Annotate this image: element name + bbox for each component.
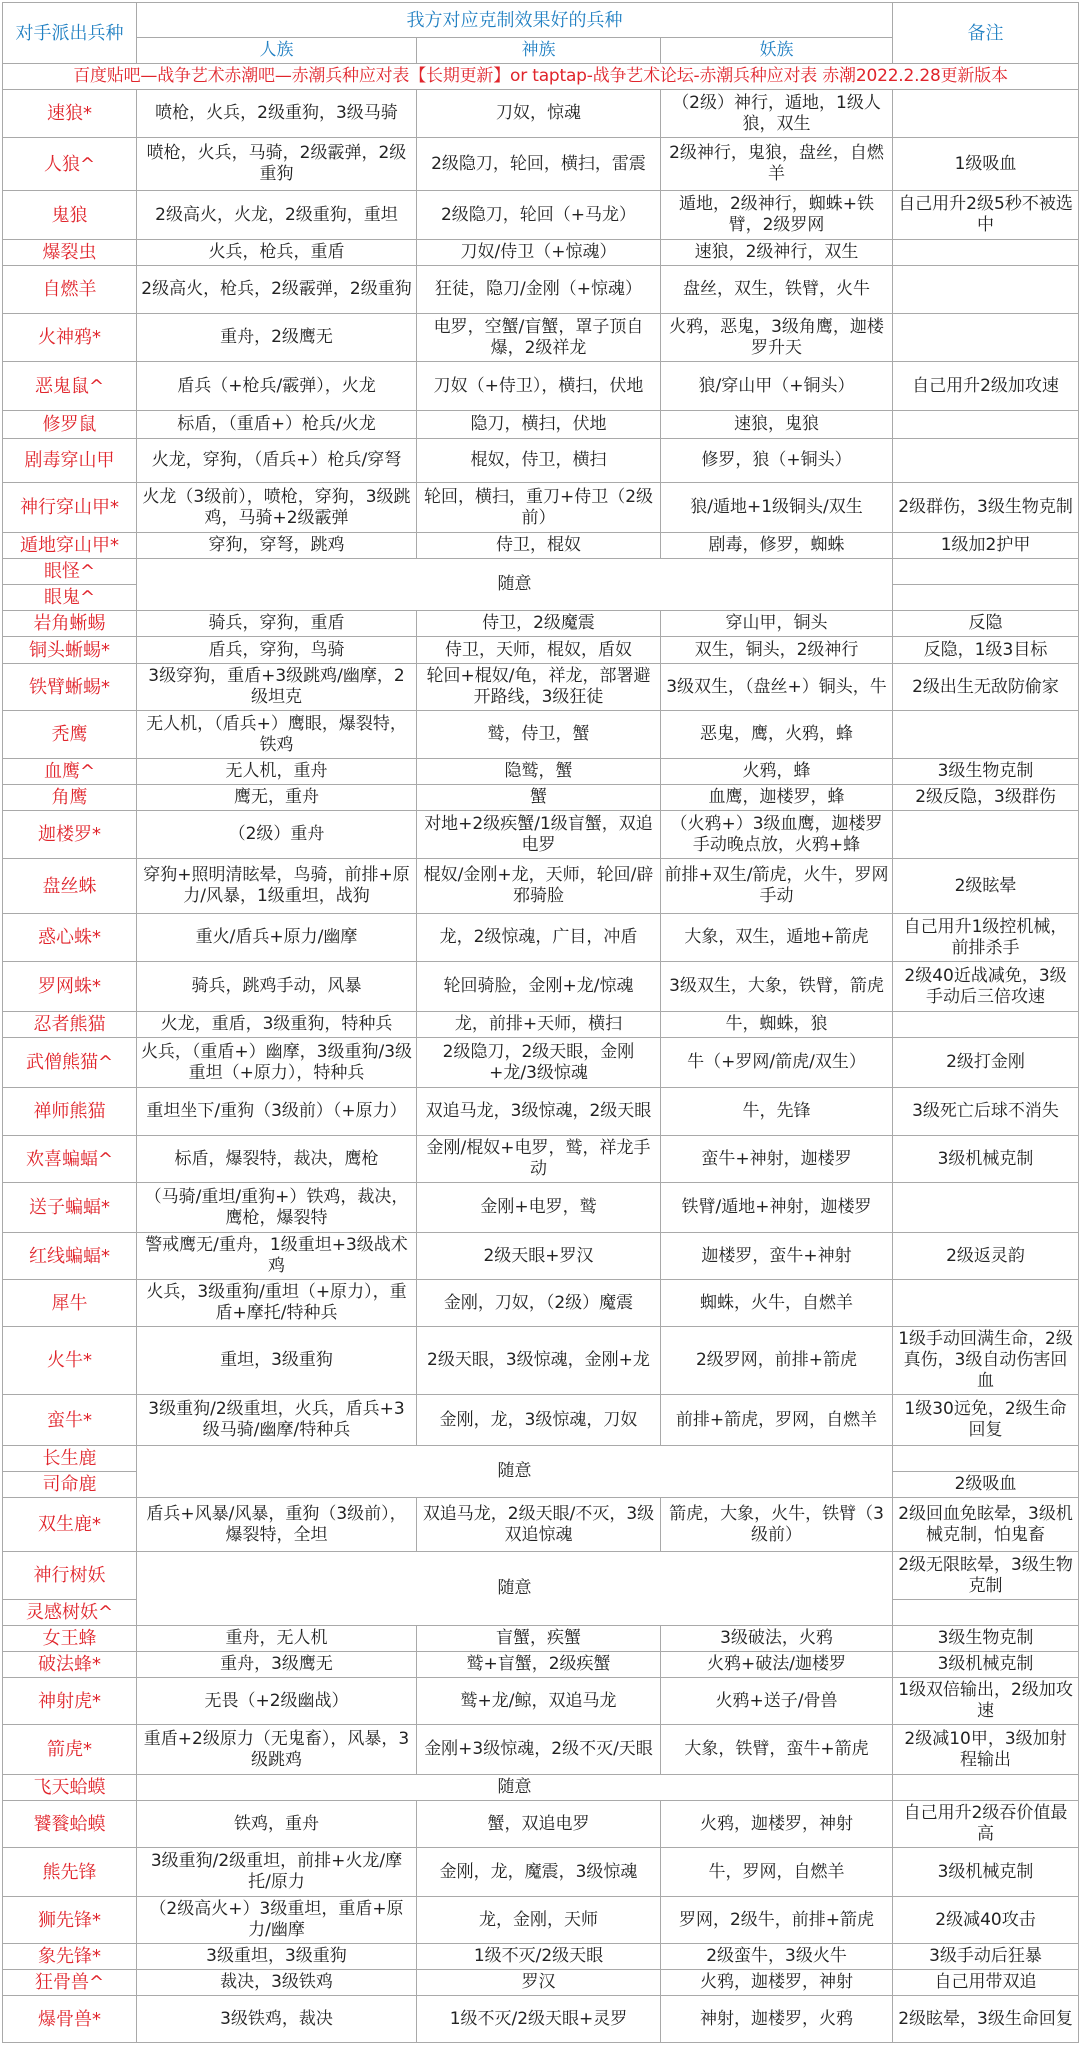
note-cell: 2级反隐，3级群伤 [893, 785, 1079, 811]
counter-god: 刀奴，惊魂 [417, 90, 661, 138]
counter-demon: （2级）神行，遁地，1级人狼，双生 [661, 90, 893, 138]
note-cell: 1级30远免，2级生命回复 [893, 1395, 1079, 1446]
table-row [3, 1848, 1079, 1897]
counter-demon: 蛮牛+神射，迦楼罗 [661, 1136, 893, 1183]
unit-name: 武僧熊猫^ [3, 1038, 137, 1088]
counter-god: 双追马龙，3级惊魂，2级天眼 [417, 1088, 661, 1136]
counter-demon: 神射，迦楼罗，火鸦 [661, 1996, 893, 2043]
unit-name: 鬼狼 [3, 191, 137, 240]
note-cell [893, 1183, 1079, 1233]
counter-god: 1级不灭/2级天眼+灵罗 [417, 1996, 661, 2043]
table-row [3, 1038, 1079, 1088]
counter-god: 龙，2级惊魂，广目，冲盾 [417, 914, 661, 962]
counter-demon: 穿山甲，铜头 [661, 611, 893, 637]
counter-human: 盾兵，穿狗，鸟骑 [137, 637, 417, 664]
counter-human: 2级高火，枪兵，2级霰弹，2级重狗 [137, 266, 417, 314]
counter-god: 金刚，龙，魔震，3级惊魂 [417, 1848, 661, 1897]
counter-god: 龙，前排+天师，横扫 [417, 1012, 661, 1038]
note-cell: 3级机械克制 [893, 1652, 1079, 1678]
unit-name: 火神鸦* [3, 314, 137, 362]
unit-name: 神射虎* [3, 1678, 137, 1725]
counter-table [2, 2, 1079, 2043]
note-cell [893, 1012, 1079, 1038]
table-row [3, 711, 1079, 759]
table-row [3, 559, 1079, 585]
table-row [3, 1996, 1079, 2043]
counter-human: （2级）重舟 [137, 811, 417, 859]
counter-god: 侍卫，天师，棍奴，盾奴 [417, 637, 661, 664]
counter-any: 随意 [137, 1775, 893, 1801]
table-row [3, 1088, 1079, 1136]
table-row [3, 1897, 1079, 1944]
counter-demon: 前排+双生/箭虎，火牛，罗网手动 [661, 859, 893, 914]
unit-name: 爆骨兽* [3, 1996, 137, 2043]
table-row [3, 1395, 1079, 1446]
counter-demon: 牛，先锋 [661, 1088, 893, 1136]
counter-human: 标盾，爆裂特，裁决，鹰枪 [137, 1136, 417, 1183]
note-cell: 反隐 [893, 611, 1079, 637]
header-god: 神族 [417, 38, 661, 64]
table-row [3, 1678, 1079, 1725]
unit-name: 飞天蛤蟆 [3, 1775, 137, 1801]
counter-god: 龙，金刚，天师 [417, 1897, 661, 1944]
header-note: 备注 [893, 3, 1079, 64]
unit-name: 长生鹿 [3, 1446, 137, 1472]
counter-demon: 恶鬼，鹰，火鸦，蜂 [661, 711, 893, 759]
counter-demon: 大象，铁臂，蛮牛+箭虎 [661, 1725, 893, 1775]
counter-human: 重火/盾兵+原力/幽摩 [137, 914, 417, 962]
unit-name: 修罗鼠 [3, 411, 137, 439]
counter-god: 蟹，双追电罗 [417, 1801, 661, 1848]
counter-human: 穿狗，穿弩，跳鸡 [137, 533, 417, 559]
counter-human: 鹰无，重舟 [137, 785, 417, 811]
counter-human: 重舟，2级鹰无 [137, 314, 417, 362]
counter-demon: 前排+箭虎，罗网，自燃羊 [661, 1395, 893, 1446]
counter-human: 3级穿狗，重盾+3级跳鸡/幽摩，2级坦克 [137, 664, 417, 711]
table-row [3, 362, 1079, 411]
unit-name: 遁地穿山甲* [3, 533, 137, 559]
table-row [3, 314, 1079, 362]
counter-demon: 火鸦，恶鬼，3级角鹰，迦楼罗升天 [661, 314, 893, 362]
table-row [3, 1801, 1079, 1848]
unit-name: 人狼^ [3, 138, 137, 191]
counter-human: 2级高火，火龙，2级重狗，重坦 [137, 191, 417, 240]
counter-god: 狂徒，隐刀/金刚（+惊魂） [417, 266, 661, 314]
counter-human: 穿狗+照明清眩晕，鸟骑，前排+原力/风暴，1级重坦，战狗 [137, 859, 417, 914]
unit-name: 象先锋* [3, 1944, 137, 1970]
unit-name: 速狼* [3, 90, 137, 138]
counter-god: 侍卫，2级魔震 [417, 611, 661, 637]
counter-demon: （火鸦+）3级血鹰，迦楼罗手动晚点放，火鸦+蜂 [661, 811, 893, 859]
header-counter-group: 我方对应克制效果好的兵种 [137, 3, 893, 38]
counter-god: 刀奴/侍卫（+惊魂） [417, 240, 661, 266]
unit-name: 饕餮蛤蟆 [3, 1801, 137, 1848]
counter-human: 铁鸡，重舟 [137, 1801, 417, 1848]
counter-demon: 火鸦+破法/迦楼罗 [661, 1652, 893, 1678]
table-row [3, 1626, 1079, 1652]
unit-name: 狂骨兽^ [3, 1970, 137, 1996]
note-cell [893, 314, 1079, 362]
counter-human: 无人机，（盾兵+）鹰眼，爆裂特，铁鸡 [137, 711, 417, 759]
note-cell: 2级眩晕 [893, 859, 1079, 914]
counter-human: 3级重狗/2级重坦，火兵，盾兵+3级马骑/幽摩/特种兵 [137, 1395, 417, 1446]
table-row [3, 266, 1079, 314]
unit-name: 角鹰 [3, 785, 137, 811]
note-cell: 2级40近战减免，3级手动后三倍攻速 [893, 962, 1079, 1012]
counter-god: 侍卫，棍奴 [417, 533, 661, 559]
unit-name: 秃鹰 [3, 711, 137, 759]
table-row [3, 1498, 1079, 1552]
table-row [3, 637, 1079, 664]
unit-name: 铜头蜥蜴* [3, 637, 137, 664]
unit-name: 忍者熊猫 [3, 1012, 137, 1038]
counter-demon: 速狼，2级神行，双生 [661, 240, 893, 266]
counter-god: 1级不灭/2级天眼 [417, 1944, 661, 1970]
note-cell [893, 90, 1079, 138]
counter-human: 重坦坐下/重狗（3级前）（+原力） [137, 1088, 417, 1136]
counter-god: 金刚，龙，3级惊魂，刀奴 [417, 1395, 661, 1446]
unit-name: 熊先锋 [3, 1848, 137, 1897]
counter-god: 双追马龙，2级天眼/不灭，3级双追惊魂 [417, 1498, 661, 1552]
table-row [3, 1725, 1079, 1775]
note-cell: 2级打金刚 [893, 1038, 1079, 1088]
counter-demon: 狼/遁地+1级铜头/双生 [661, 483, 893, 533]
counter-god: 2级隐刀，2级天眼，金刚+龙/3级惊魂 [417, 1038, 661, 1088]
note-cell [893, 1775, 1079, 1801]
note-cell: 3级手动后狂暴 [893, 1944, 1079, 1970]
unit-name: 罗网蛛* [3, 962, 137, 1012]
counter-demon: 箭虎，大象，火牛，铁臂（3级前） [661, 1498, 893, 1552]
note-cell: 3级生物克制 [893, 759, 1079, 785]
unit-name: 惑心蛛* [3, 914, 137, 962]
note-cell: 2级返灵韵 [893, 1233, 1079, 1280]
unit-name: 犀牛 [3, 1280, 137, 1327]
counter-human: 火龙，穿狗，（盾兵+）枪兵/穿弩 [137, 439, 417, 483]
source-note: 百度贴吧—战争艺术赤潮吧—赤潮兵种应对表【长期更新】or taptap-战争艺术论坛-赤潮兵种应对表 赤潮2022.2.28更新版本 [3, 64, 1079, 90]
note-cell: 自己用升2级吞价值最高 [893, 1801, 1079, 1848]
note-cell: 2级吸血 [893, 1472, 1079, 1498]
counter-demon: 遁地，2级神行，蜘蛛+铁臂，2级罗网 [661, 191, 893, 240]
table-row [3, 785, 1079, 811]
counter-god: 2级天眼+罗汉 [417, 1233, 661, 1280]
table-row [3, 1446, 1079, 1472]
note-cell: 2级群伤，3级生物克制 [893, 483, 1079, 533]
table-row [3, 1970, 1079, 1996]
counter-god: 罗汉 [417, 1970, 661, 1996]
counter-god: 金刚/棍奴+电罗，鹫，祥龙手动 [417, 1136, 661, 1183]
note-cell: 自己用升1级控机械，前排杀手 [893, 914, 1079, 962]
counter-demon: 2级蛮牛，3级火牛 [661, 1944, 893, 1970]
counter-human: 火兵，枪兵，重盾 [137, 240, 417, 266]
unit-name: 红线蝙蝠* [3, 1233, 137, 1280]
counter-human: 火龙（3级前），喷枪，穿狗，3级跳鸡，马骑+2级霰弹 [137, 483, 417, 533]
counter-god: 金刚，刀奴，（2级）魔震 [417, 1280, 661, 1327]
note-cell [893, 1446, 1079, 1472]
unit-name: 盘丝蛛 [3, 859, 137, 914]
counter-human: 火兵，3级重狗/重坦（+原力），重盾+摩托/特种兵 [137, 1280, 417, 1327]
note-cell: 2级减40攻击 [893, 1897, 1079, 1944]
counter-god: 2级天眼，3级惊魂，金刚+龙 [417, 1327, 661, 1395]
counter-god: 盲蟹，疾蟹 [417, 1626, 661, 1652]
counter-human: （马骑/重坦/重狗+）铁鸡，裁决，鹰枪，爆裂特 [137, 1183, 417, 1233]
counter-demon: 2级神行，鬼狼，盘丝，自燃羊 [661, 138, 893, 191]
unit-name: 岩角蜥蜴 [3, 611, 137, 637]
counter-demon: 狼/穿山甲（+铜头） [661, 362, 893, 411]
table-row [3, 191, 1079, 240]
counter-demon: 3级双生，（盘丝+）铜头，牛 [661, 664, 893, 711]
note-cell [893, 411, 1079, 439]
unit-name: 女王蜂 [3, 1626, 137, 1652]
counter-demon: 迦楼罗，蛮牛+神射 [661, 1233, 893, 1280]
counter-demon: 蜘蛛，火牛，自燃羊 [661, 1280, 893, 1327]
counter-demon: 2级罗网，前排+箭虎 [661, 1327, 893, 1395]
table-row [3, 1280, 1079, 1327]
counter-human: 重坦，3级重狗 [137, 1327, 417, 1395]
unit-name: 灵感树妖^ [3, 1600, 137, 1626]
note-cell: 反隐，1级3目标 [893, 637, 1079, 664]
note-cell: 2级眩晕，3级生命回复 [893, 1996, 1079, 2043]
table-row [3, 811, 1079, 859]
unit-name: 狮先锋* [3, 1897, 137, 1944]
unit-name: 箭虎* [3, 1725, 137, 1775]
counter-human: （2级高火+）3级重坦，重盾+原力/幽摩 [137, 1897, 417, 1944]
note-cell [893, 1600, 1079, 1626]
counter-human: 火兵，（重盾+）幽摩，3级重狗/3级重坦（+原力），特种兵 [137, 1038, 417, 1088]
note-cell: 3级机械克制 [893, 1136, 1079, 1183]
counter-human: 无畏（+2级幽战） [137, 1678, 417, 1725]
unit-name: 铁臂蜥蜴* [3, 664, 137, 711]
header-human: 人族 [137, 38, 417, 64]
counter-god: 电罗，空蟹/盲蟹，罩子顶自爆，2级祥龙 [417, 314, 661, 362]
counter-god: 鹫+龙/鲸，双追马龙 [417, 1678, 661, 1725]
note-cell [893, 585, 1079, 611]
counter-demon: 火鸦，迦楼罗，神射 [661, 1801, 893, 1848]
table-row [3, 90, 1079, 138]
counter-god: 隐刀，横扫，伏地 [417, 411, 661, 439]
note-cell: 3级死亡后球不消失 [893, 1088, 1079, 1136]
counter-god: 棍奴，侍卫，横扫 [417, 439, 661, 483]
note-cell: 3级机械克制 [893, 1848, 1079, 1897]
counter-human: 警戒鹰无/重舟，1级重坦+3级战术鸡 [137, 1233, 417, 1280]
counter-human: 无人机，重舟 [137, 759, 417, 785]
unit-name: 禅师熊猫 [3, 1088, 137, 1136]
table-row [3, 1775, 1079, 1801]
counter-human: 标盾，（重盾+）枪兵/火龙 [137, 411, 417, 439]
counter-human: 重舟，无人机 [137, 1626, 417, 1652]
counter-god: 2级隐刀，轮回（+马龙） [417, 191, 661, 240]
counter-god: 棍奴/金刚+龙，天师，轮回/辟邪骑脸 [417, 859, 661, 914]
unit-name: 眼鬼^ [3, 585, 137, 611]
table-row [3, 240, 1079, 266]
counter-god: 鹫，侍卫，蟹 [417, 711, 661, 759]
counter-god: 2级隐刀，轮回，横扫，雷震 [417, 138, 661, 191]
counter-human: 盾兵+风暴/风暴，重狗（3级前），爆裂特，全坦 [137, 1498, 417, 1552]
unit-name: 眼怪^ [3, 559, 137, 585]
table-row [3, 1944, 1079, 1970]
note-cell: 1级双倍输出，2级加攻速 [893, 1678, 1079, 1725]
counter-demon: 火鸦，蜂 [661, 759, 893, 785]
note-cell [893, 559, 1079, 585]
counter-any: 随意 [137, 1552, 893, 1626]
counter-demon: 3级破法，火鸦 [661, 1626, 893, 1652]
table-row [3, 759, 1079, 785]
unit-name: 送子蝙蝠* [3, 1183, 137, 1233]
unit-name: 火牛* [3, 1327, 137, 1395]
counter-demon: 牛，蜘蛛，狼 [661, 1012, 893, 1038]
counter-human: 火龙，重盾，3级重狗，特种兵 [137, 1012, 417, 1038]
counter-human: 3级铁鸡，裁决 [137, 1996, 417, 2043]
header-demon: 妖族 [661, 38, 893, 64]
table-row [3, 1012, 1079, 1038]
counter-human: 喷枪，火兵，2级重狗，3级马骑 [137, 90, 417, 138]
table-row [3, 439, 1079, 483]
counter-demon: 3级双生，大象，铁臂，箭虎 [661, 962, 893, 1012]
counter-demon: 修罗，狼（+铜头） [661, 439, 893, 483]
counter-god: 刀奴（+侍卫），横扫，伏地 [417, 362, 661, 411]
counter-human: 重舟，3级鹰无 [137, 1652, 417, 1678]
counter-human: 重盾+2级原力（无鬼畜），风暴，3级跳鸡 [137, 1725, 417, 1775]
counter-demon: 罗网，2级牛，前排+箭虎 [661, 1897, 893, 1944]
note-cell: 1级加2护甲 [893, 533, 1079, 559]
unit-name: 爆裂虫 [3, 240, 137, 266]
note-cell [893, 439, 1079, 483]
counter-demon: 双生，铜头，2级神行 [661, 637, 893, 664]
table-row [3, 1136, 1079, 1183]
unit-name: 神行穿山甲* [3, 483, 137, 533]
counter-demon: 盘丝，双生，铁臂，火牛 [661, 266, 893, 314]
counter-god: 金刚+电罗，鹫 [417, 1183, 661, 1233]
table-row [3, 914, 1079, 962]
unit-name: 血鹰^ [3, 759, 137, 785]
note-cell: 自己用升2级5秒不被选中 [893, 191, 1079, 240]
header-unit: 对手派出兵种 [3, 3, 137, 64]
table-row [3, 664, 1079, 711]
counter-demon: 大象，双生，遁地+箭虎 [661, 914, 893, 962]
note-cell: 1级吸血 [893, 138, 1079, 191]
counter-demon: 剧毒，修罗，蜘蛛 [661, 533, 893, 559]
unit-name: 恶鬼鼠^ [3, 362, 137, 411]
unit-name: 神行树妖 [3, 1552, 137, 1600]
counter-demon: 牛（+罗网/箭虎/双生） [661, 1038, 893, 1088]
table-row [3, 859, 1079, 914]
unit-name: 蛮牛* [3, 1395, 137, 1446]
note-cell [893, 240, 1079, 266]
counter-demon: 速狼，鬼狼 [661, 411, 893, 439]
counter-god: 轮回，横扫，重刀+侍卫（2级前） [417, 483, 661, 533]
table-row [3, 1652, 1079, 1678]
note-cell [893, 811, 1079, 859]
table-row [3, 483, 1079, 533]
unit-name: 剧毒穿山甲 [3, 439, 137, 483]
note-cell [893, 266, 1079, 314]
note-cell: 自己用带双追 [893, 1970, 1079, 1996]
table-row [3, 611, 1079, 637]
note-cell: 自己用升2级加攻速 [893, 362, 1079, 411]
counter-god: 对地+2级疾蟹/1级盲蟹，双追电罗 [417, 811, 661, 859]
unit-name: 欢喜蝙蝠^ [3, 1136, 137, 1183]
counter-god: 轮回+棍奴/龟，祥龙，部署避开路线，3级狂徒 [417, 664, 661, 711]
table-row [3, 411, 1079, 439]
counter-human: 3级重狗/2级重坦，前排+火龙/摩托/原力 [137, 1848, 417, 1897]
counter-god: 鹫+盲蟹，2级疾蟹 [417, 1652, 661, 1678]
counter-human: 骑兵，穿狗，重盾 [137, 611, 417, 637]
table-row [3, 962, 1079, 1012]
counter-human: 喷枪，火兵，马骑，2级霰弹，2级重狗 [137, 138, 417, 191]
counter-any: 随意 [137, 559, 893, 611]
counter-human: 盾兵（+枪兵/霰弹），火龙 [137, 362, 417, 411]
note-cell: 3级生物克制 [893, 1626, 1079, 1652]
table-row [3, 1233, 1079, 1280]
table-row [3, 138, 1079, 191]
note-cell [893, 711, 1079, 759]
table-row [3, 533, 1079, 559]
note-cell: 2级出生无敌防偷家 [893, 664, 1079, 711]
unit-name: 自燃羊 [3, 266, 137, 314]
counter-god: 隐鹫，蟹 [417, 759, 661, 785]
table-row [3, 1552, 1079, 1600]
note-cell [893, 1280, 1079, 1327]
unit-name: 司命鹿 [3, 1472, 137, 1498]
counter-demon: 火鸦+送子/骨兽 [661, 1678, 893, 1725]
counter-human: 骑兵，跳鸡手动，风暴 [137, 962, 417, 1012]
table-row [3, 1183, 1079, 1233]
counter-human: 3级重坦，3级重狗 [137, 1944, 417, 1970]
unit-name: 迦楼罗* [3, 811, 137, 859]
counter-god: 金刚+3级惊魂，2级不灭/天眼 [417, 1725, 661, 1775]
table-row [3, 1327, 1079, 1395]
unit-name: 双生鹿* [3, 1498, 137, 1552]
note-cell: 2级回血免眩晕，3级机械克制，怕鬼畜 [893, 1498, 1079, 1552]
counter-god: 轮回骑脸，金刚+龙/惊魂 [417, 962, 661, 1012]
counter-human: 裁决，3级铁鸡 [137, 1970, 417, 1996]
unit-name: 破法蜂* [3, 1652, 137, 1678]
counter-god: 蟹 [417, 785, 661, 811]
note-cell: 2级减10甲，3级加射程输出 [893, 1725, 1079, 1775]
counter-demon: 铁臂/遁地+神射，迦楼罗 [661, 1183, 893, 1233]
note-cell: 1级手动回满生命，2级真伤，3级自动伤害回血 [893, 1327, 1079, 1395]
counter-demon: 牛，罗网，自燃羊 [661, 1848, 893, 1897]
note-cell: 2级无限眩晕，3级生物克制 [893, 1552, 1079, 1600]
counter-any: 随意 [137, 1446, 893, 1498]
counter-demon: 血鹰，迦楼罗，蜂 [661, 785, 893, 811]
counter-demon: 火鸦，迦楼罗，神射 [661, 1970, 893, 1996]
